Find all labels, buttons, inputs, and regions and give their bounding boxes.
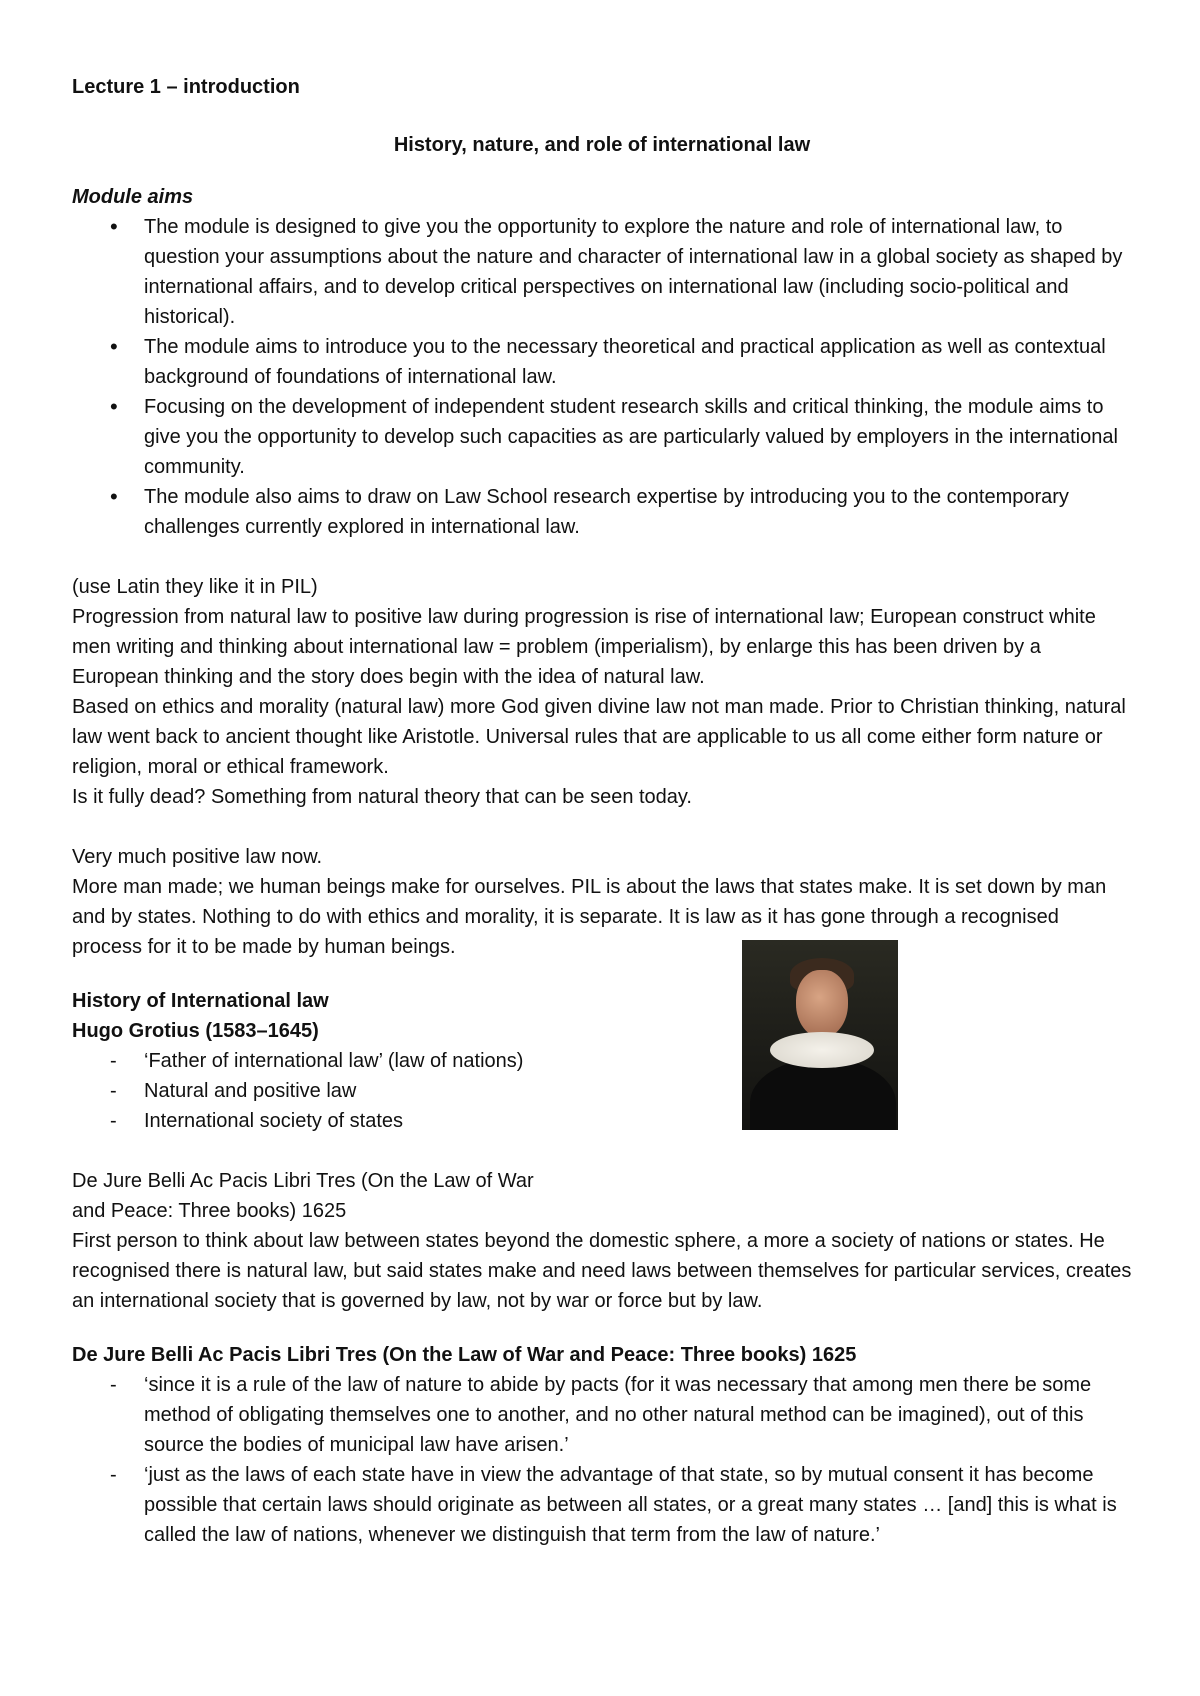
grotius-point: - Natural and positive law xyxy=(72,1076,1132,1106)
page-subtitle: History, nature, and role of international law xyxy=(393,134,811,156)
quote-item: - ‘just as the laws of each state have in view the advantage of that state, so by mutual consent it has become possible that certain laws should originate as between all states, or a great many states … [and] this is what is called the law of nations, whenever we distinguish that term from the law of nature.’ xyxy=(72,1460,1132,1550)
note-paragraph: Based on ethics and morality (natural law) more God given divine law not man made. Prior to Christian thinking, natural law went back to ancient thought like Aristotle. Universal rules that are applicable to us all come either form nature or religion, moral or ethical framework. xyxy=(72,696,1126,778)
grotius-points-list xyxy=(72,1046,1132,1136)
document-page xyxy=(72,72,1132,1550)
grotius-paragraph: First person to think about law between states beyond the domestic sphere, a more a society of nations or states. He recognised there is natural law, but said states make and need laws between themselves for particular services, creates an international society that is governed by law, not by war or force but by law. xyxy=(72,1230,1132,1312)
note-paragraph: Very much positive law now. xyxy=(72,846,323,868)
page-title: Lecture 1 – introduction xyxy=(72,76,300,98)
aim-item: • The module also aims to draw on Law School research expertise by introducing you to the contemporary challenges currently explored in international law. xyxy=(72,482,1132,542)
note-paragraph: Is it fully dead? Something from natural theory that can be seen today. xyxy=(72,786,692,808)
book-heading: De Jure Belli Ac Pacis Libri Tres (On the Law of War and Peace: Three books) 1625 xyxy=(72,1344,857,1366)
grotius-heading: Hugo Grotius (1583–1645) xyxy=(72,1020,319,1042)
aim-item: • The module aims to introduce you to the necessary theoretical and practical application as well as contextual background of foundations of international law. xyxy=(72,332,1132,392)
grotius-portrait-image xyxy=(742,940,898,1130)
history-heading: History of International law xyxy=(72,990,329,1012)
note-paragraph: More man made; we human beings make for ourselves. PIL is about the laws that states make. It is set down by man and by states. Nothing to do with ethics and morality, it is separate. It is law as it has gone through a recognised process for it to be made by human beings. xyxy=(72,876,1107,958)
grotius-point: - ‘Father of international law’ (law of nations) xyxy=(72,1046,1132,1076)
quotes-list xyxy=(72,1370,1132,1550)
module-aims-list xyxy=(72,212,1132,542)
note-paragraph: Progression from natural law to positive law during progression is rise of international law; European construct white men writing and thinking about international law = problem (imperialism), by enlarge this has been driven by a European thinking and the story does begin with the idea of natural law. xyxy=(72,606,1096,688)
note-paragraph: (use Latin they like it in PIL) xyxy=(72,576,318,598)
quote-item: - ‘since it is a rule of the law of nature to abide by pacts (for it was necessary that among men there be some method of obligating themselves one to another, and no other natural method can be imagined), out of this source the bodies of municipal law have arisen.’ xyxy=(72,1370,1132,1460)
aim-item: • The module is designed to give you the opportunity to explore the nature and role of international law, to question your assumptions about the nature and character of international law in a global society as shaped by international affairs, and to develop critical perspectives on international law (including socio-political and historical). xyxy=(72,212,1132,332)
module-aims-heading: Module aims xyxy=(72,186,194,208)
book-title-line: and Peace: Three books) 1625 xyxy=(72,1200,347,1222)
grotius-point: - International society of states xyxy=(72,1106,1132,1136)
book-title-line: De Jure Belli Ac Pacis Libri Tres (On the Law of War xyxy=(72,1170,534,1192)
aim-item: • Focusing on the development of independent student research skills and critical thinking, the module aims to give you the opportunity to develop such capacities as are particularly valued by employers in the international community. xyxy=(72,392,1132,482)
